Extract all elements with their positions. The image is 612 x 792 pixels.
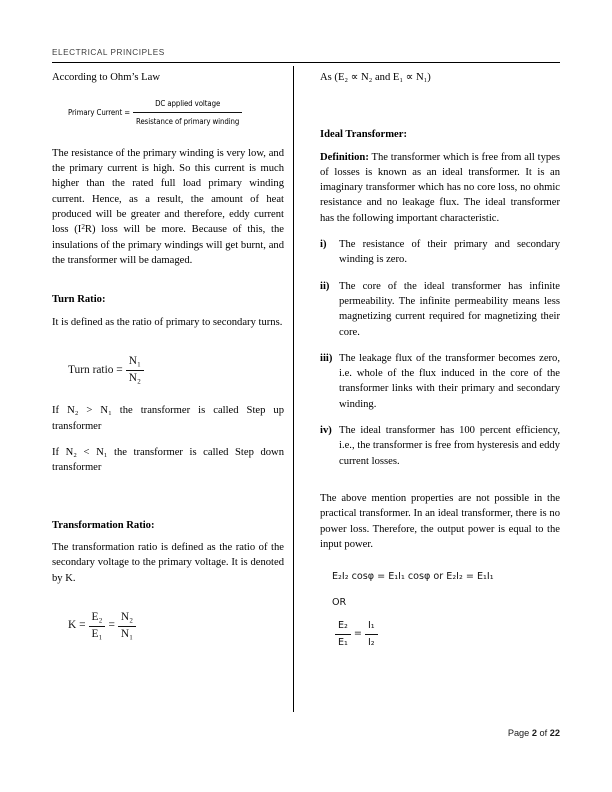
formula-voltage-current-ratio-den-2: I₂ — [367, 637, 375, 649]
formula-or-label: OR — [332, 597, 347, 609]
ideal-transformer-closing-paragraph: The above mention properties are not possible in the practical transformer. In an ideal transformer, there is no power loss. Therefore, the output power is equal to the input power. — [320, 492, 560, 550]
heading-ideal-transformer: Ideal Transformer: — [320, 129, 407, 141]
turn-ratio-definition: It is defined as the ratio of primary to secondary turns. — [52, 316, 283, 328]
formula-voltage-current-ratio-equals: = — [353, 628, 362, 640]
formula-transformation-ratio-den-2: N₁ — [120, 628, 134, 641]
formula-turn-ratio — [68, 354, 284, 387]
ohms-law-intro: According to Ohm’s Law — [52, 72, 160, 83]
formula-voltage-current-ratio-fraction-1 — [335, 618, 351, 651]
column-divider — [293, 66, 294, 712]
list-item-marker: iii) — [320, 352, 333, 364]
formula-primary-current-lhs: Primary Current = — [68, 107, 131, 117]
formula-voltage-current-ratio-fraction-2 — [365, 618, 378, 651]
formula-transformation-ratio — [68, 610, 284, 643]
formula-primary-current — [68, 96, 284, 129]
formula-voltage-current-ratio-den-1: E₁ — [338, 637, 348, 649]
formula-turn-ratio-lhs: Turn ratio = — [68, 363, 123, 376]
formula-transformation-ratio-den-1: E₁ — [91, 628, 103, 641]
header-title: ELECTRICAL PRINCIPLES — [52, 48, 165, 57]
heading-turn-ratio: Turn Ratio: — [52, 294, 106, 306]
footer-middle: of — [539, 728, 548, 738]
list-item — [320, 237, 560, 268]
definition-text: The transformer which is free from all types of losses is known as an ideal transformer. It is an imaginary transformer which has no core loss, no ohmic resistance and no leakage flux. The ideal transformer has the following important characteristic. — [320, 151, 560, 224]
formula-transformation-ratio-fraction-2 — [118, 610, 136, 643]
list-item — [320, 351, 560, 412]
ideal-transformer-characteristics-list — [320, 237, 560, 469]
formula-voltage-current-ratio — [332, 618, 560, 651]
formula-power-equation: E₂I₂ cosφ = E₁I₁ cosφ or E₂I₂ = E₁I₁ — [332, 571, 494, 583]
list-item-text: The leakage flux of the transformer becomes zero, i.e. whole of the flux induced in the core of the transformer links with their primary and secondary winding. — [339, 352, 560, 410]
footer-prefix: Page — [507, 728, 530, 738]
formula-turn-ratio-fraction — [126, 354, 144, 387]
page-footer — [52, 728, 560, 738]
ideal-transformer-definition — [320, 150, 560, 226]
list-item-text: The core of the ideal transformer has infinite permeability. The infinite permeability means less magnetizing current required for magnetizing their core. — [339, 280, 560, 338]
formula-transformation-ratio-num-1: E₂ — [89, 610, 106, 627]
footer-total-pages: 22 — [549, 728, 560, 738]
page-header — [52, 47, 560, 58]
paragraph-resistance — [52, 146, 284, 268]
formula-voltage-current-ratio-num-1: E₂ — [335, 618, 351, 635]
transformation-ratio-definition: The transformation ratio is defined as the ratio of the secondary voltage to the primary voltage. It is denoted by K. — [52, 541, 284, 584]
list-item-text: The resistance of their primary and secondary winding is zero. — [339, 239, 560, 266]
formula-turn-ratio-numerator: N₁ — [126, 354, 144, 371]
header-divider-rule — [52, 62, 560, 63]
formula-primary-current-numerator: DC applied voltage — [133, 96, 242, 113]
left-column — [52, 70, 284, 642]
formula-transformation-ratio-equals: = — [108, 619, 115, 632]
formula-primary-current-fraction — [133, 96, 242, 129]
footer-page-number: 2 — [531, 728, 537, 738]
formula-transformation-ratio-num-2: N₂ — [118, 610, 136, 627]
list-item-marker: iv) — [320, 425, 332, 437]
definition-label: Definition: — [320, 151, 369, 163]
list-item — [320, 423, 560, 469]
list-item-marker: i) — [320, 239, 327, 251]
formula-transformation-ratio-lhs: K = — [68, 619, 86, 632]
paragraph-resistance-text-a: The resistance of the primary winding is very low, and the primary current is high. So this current is much higher than the rated full load primary winding current. Hence, as a result, the amount of heat produced will be greater and therefore, eddy current loss $(I^2R)$ loss will be more. Because of this, the insulations of the primary windings will get burnt, and the transformer will be damaged. — [52, 147, 284, 266]
list-item-marker: ii) — [320, 280, 330, 292]
right-column — [320, 70, 560, 650]
as-proportionality-line: As (E₂ ∝ N₂ and E₁ ∝ N₁) — [320, 72, 431, 83]
formula-transformation-ratio-fraction-1 — [89, 610, 106, 643]
turn-ratio-step-down: If N₂ < N₁ the transformer is called Step down transformer — [52, 447, 284, 474]
list-item-text: The ideal transformer has 100 percent efficiency, i.e., the transformer is free from hysteresis and eddy current losses. — [339, 425, 560, 467]
formula-primary-current-denominator: Resistance of primary winding — [136, 116, 240, 126]
list-item — [320, 279, 560, 340]
turn-ratio-step-up: If N₂ > N₁ the transformer is called Step up transformer — [52, 405, 284, 432]
formula-voltage-current-ratio-num-2: I₁ — [365, 618, 378, 635]
formula-turn-ratio-denominator: N₂ — [128, 372, 141, 385]
heading-transformation-ratio: Transformation Ratio: — [52, 519, 155, 531]
